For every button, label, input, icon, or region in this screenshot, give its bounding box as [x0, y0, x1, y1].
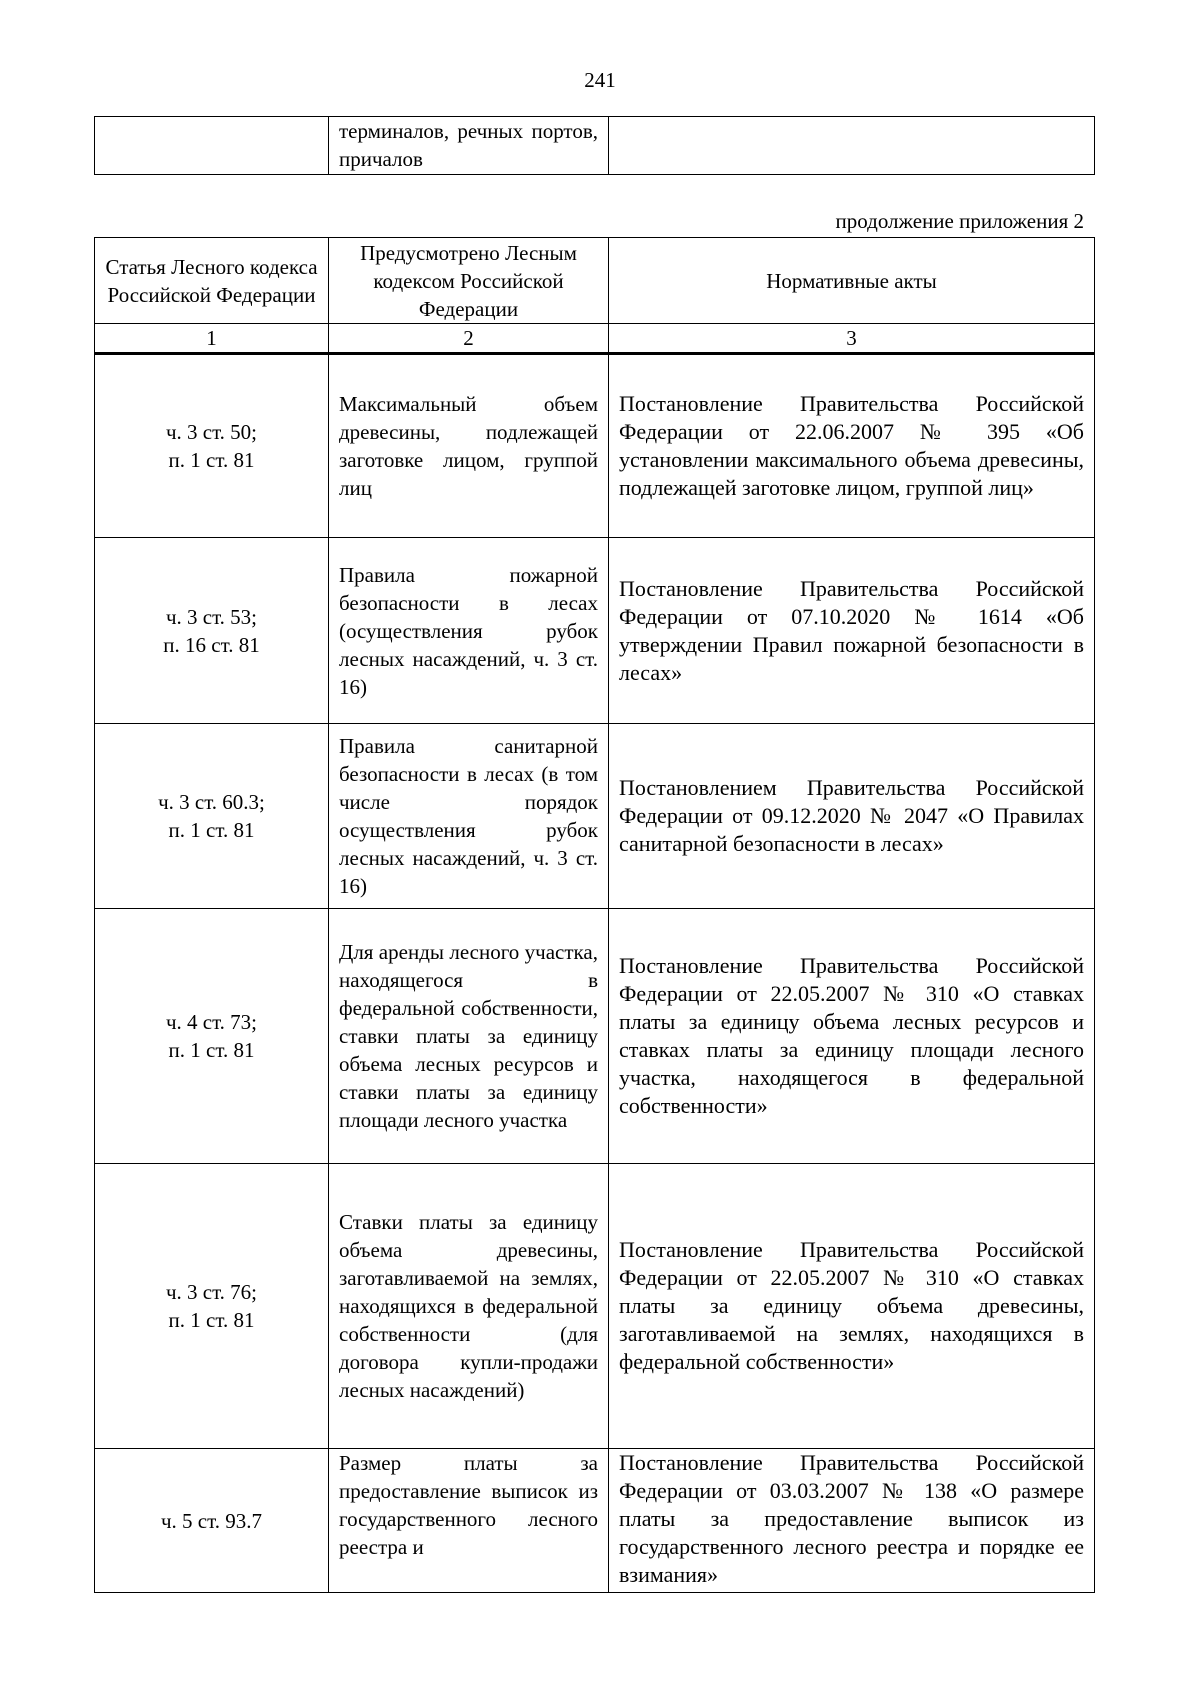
article-line: ч. 4 ст. 73; [165, 1010, 258, 1034]
article-line: ч. 5 ст. 93.7 [161, 1508, 262, 1533]
page-number: 241 [584, 68, 616, 92]
article-cell [95, 909, 329, 1164]
provision-cell [329, 1164, 609, 1449]
act-text: Постановление Правительства Российской Федерации от 22.05.2007 № 310 «О ставках платы за единицу объема лесных ресурсов и ставках платы за единицу площади лесного участка, находящегося в федеральной собственности» [619, 953, 1084, 1118]
column-number-3: 3 [609, 324, 1095, 354]
act-text: Постановление Правительства Российской Федерации от 22.05.2007 № 310 «О ставках платы за единицу объема древесины, заготавливаемой на землях, находящихся в федеральной собственности» [619, 1237, 1084, 1374]
column-number-1: 1 [95, 324, 329, 354]
provision-text: Правила санитарной безопасности в лесах (в том числе порядок осуществления рубок лесных насаждений, ч. 3 ст. 16) [339, 734, 598, 898]
header-acts: Нормативные акты [609, 238, 1095, 324]
act-cell [609, 354, 1095, 538]
article-cell [95, 354, 329, 538]
article-line: п. 16 ст. 81 [163, 632, 260, 657]
table-row [95, 724, 1095, 909]
act-text: Постановление Правительства Российской Федерации от 22.06.2007 № 395 «Об установлении максимального объема древесины, подлежащей заготовке лицом, группой лиц» [619, 391, 1084, 500]
act-cell [609, 1164, 1095, 1449]
article-cell [95, 1449, 329, 1593]
provision-cell [329, 724, 609, 909]
header-provision: Предусмотрено Лесным кодексом Российской Федерации [329, 238, 609, 324]
regulations-table [94, 237, 1095, 1593]
act-text: Постановление Правительства Российской Федерации от 07.10.2020 № 1614 «Об утверждении Правил пожарной безопасности в лесах» [619, 575, 1084, 685]
article-line: п. 1 ст. 81 [168, 818, 255, 842]
article-line: ч. 3 ст. 50; [165, 420, 258, 444]
table-row [95, 354, 1095, 538]
act-cell [609, 724, 1095, 909]
previous-page-table-fragment [94, 116, 1095, 175]
article-line: ч. 3 ст. 76; [165, 1280, 258, 1304]
fragment-col1 [95, 117, 329, 175]
article-cell [95, 724, 329, 909]
fragment-col3 [609, 117, 1095, 175]
header-article: Статья Лесного кодекса Российской Федерации [95, 238, 329, 324]
provision-text: Для аренды лесного участка, находящегося в федеральной собственности, ставки платы за единицу объема лесных ресурсов и ставки платы за единицу площади лесного участка [339, 940, 598, 1132]
provision-text: Размер платы за предоставление выписок из государственного лесного реестра и [339, 1451, 598, 1559]
fragment-col2: терминалов, речных портов, причалов [329, 117, 609, 175]
act-text: Постановлением Правительства Российской Федерации от 09.12.2020 № 2047 «О Правилах санитарной безопасности в лесах» [619, 775, 1084, 856]
table-row [95, 1449, 1095, 1593]
header-row [95, 238, 1095, 324]
provision-cell [329, 354, 609, 538]
provision-cell [329, 1449, 609, 1593]
article-line: п. 1 ст. 81 [168, 1038, 255, 1062]
table-row [95, 909, 1095, 1164]
table-row [95, 538, 1095, 724]
act-text: Постановление Правительства Российской Федерации от 03.03.2007 № 138 «О размере платы за предоставление выписок из государственного лесного реестра и порядке ее взимания» [619, 1450, 1084, 1587]
column-number-2: 2 [329, 324, 609, 354]
column-number-row [95, 324, 1095, 354]
provision-cell [329, 538, 609, 724]
article-cell [95, 538, 329, 724]
act-cell [609, 1449, 1095, 1593]
article-line: ч. 3 ст. 60.3; [158, 790, 265, 814]
table-row [95, 117, 1095, 175]
provision-text: Максимальный объем древесины, подлежащей заготовке лицом, группой лиц [339, 392, 598, 500]
table-row [95, 1164, 1095, 1449]
article-line: п. 1 ст. 81 [168, 1308, 255, 1332]
provision-cell [329, 909, 609, 1164]
article-line: ч. 3 ст. 53; [165, 604, 258, 629]
provision-text: Ставки платы за единицу объема древесины, заготавливаемой на землях, находящихся в федеральной собственности (для договора купли-продажи лесных насаждений) [339, 1210, 598, 1402]
table-caption: продолжение приложения 2 [835, 209, 1084, 233]
article-cell [95, 1164, 329, 1449]
provision-text: Правила пожарной безопасности в лесах (осуществления рубок лесных насаждений, ч. 3 ст. 16) [339, 562, 598, 699]
act-cell [609, 909, 1095, 1164]
article-line: п. 1 ст. 81 [168, 448, 255, 472]
act-cell [609, 538, 1095, 724]
